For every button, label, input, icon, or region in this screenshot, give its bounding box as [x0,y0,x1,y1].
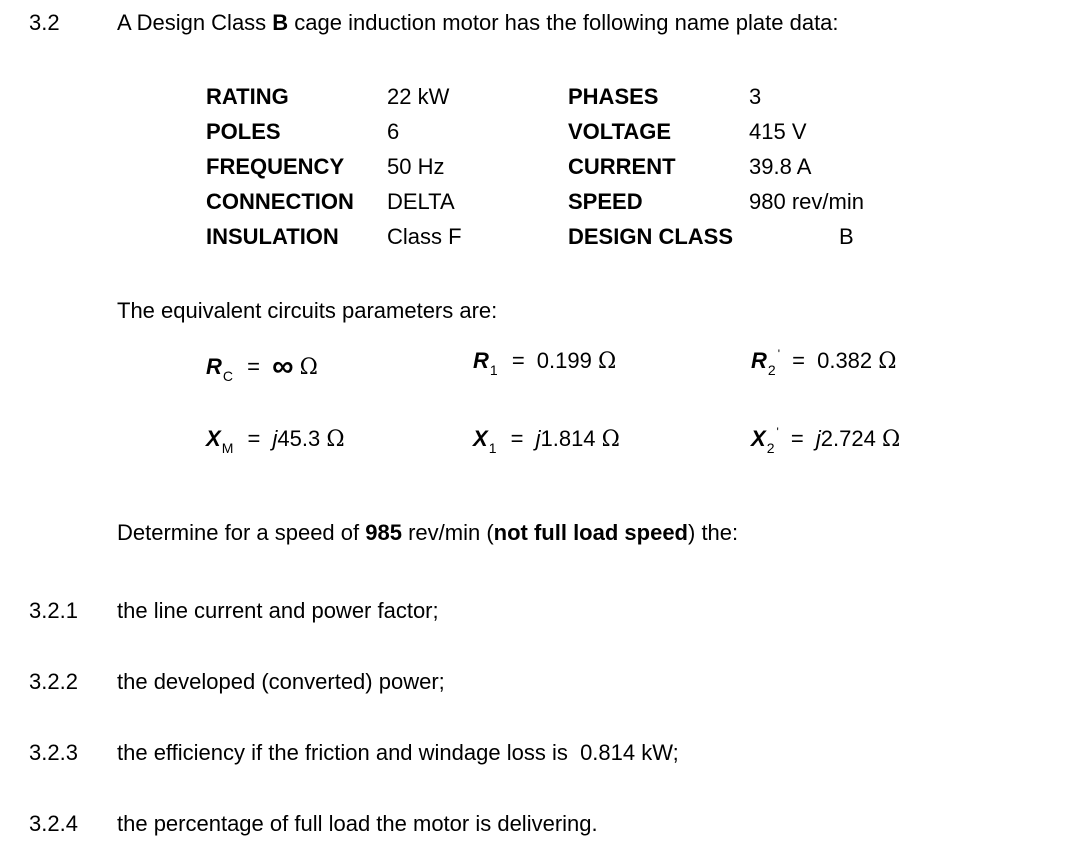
param-equals: = [247,354,260,379]
determine-before: Determine for a speed of [117,520,366,545]
ohm-unit: Ω [601,427,620,452]
nameplate-label: FREQUENCY [206,154,345,179]
param-equals: = [792,348,805,373]
nameplate-label: SPEED [568,189,643,214]
subquestion-text: the line current and power factor; [117,598,439,623]
nameplate-value: DELTA [387,189,455,214]
nameplate-label: RATING [206,84,289,109]
param-j: j [272,426,278,451]
question-number: 3.2 [29,10,60,35]
nameplate-value: 6 [387,119,400,144]
nameplate-value: 3 [749,84,762,109]
param-symbol: X [751,426,766,451]
param-value: 2.724 [820,426,876,451]
nameplate-value: 50 Hz [387,154,445,179]
param-symbol: R [751,348,767,373]
param-value: 0.382 [817,348,873,373]
params-intro: The equivalent circuits parameters are: [117,298,498,323]
nameplate-label: CONNECTION [206,189,354,214]
param-symbol: X [473,426,488,451]
param-j: j [535,426,541,451]
param-xm [206,426,345,456]
nameplate-value: B [839,224,854,249]
intro-text-after: cage induction motor has the following name plate data: [288,10,839,35]
nameplate-value: 22 kW [387,84,450,109]
param-j: j [815,426,821,451]
ohm-unit: Ω [597,349,617,374]
param-rc [206,350,318,384]
intro-text-before: A Design Class [117,10,273,35]
subquestion-number: 3.2.1 [29,598,78,623]
nameplate-label: POLES [206,119,281,144]
ohm-unit: Ω [299,355,318,380]
param-subscript: 2 [766,440,775,456]
subquestion-text: the developed (converted) power; [117,669,445,694]
param-r1 [473,348,617,378]
param-equals: = [510,426,524,451]
param-symbol: R [206,354,222,379]
nameplate-label: DESIGN CLASS [568,224,734,249]
subquestion-number: 3.2.4 [29,811,78,836]
nameplate-label: VOLTAGE [568,119,672,144]
nameplate-value: 980 rev/min [749,189,864,214]
param-prime: ' [776,425,779,439]
intro-design-class: B [272,10,289,35]
ohm-unit: Ω [878,349,897,374]
determine-middle: rev/min ( [401,520,494,545]
infinity-symbol: ∞ [272,350,294,383]
param-r2 [751,347,897,378]
nameplate-value: 39.8 A [749,154,812,179]
nameplate-label: CURRENT [568,154,676,179]
ohm-unit: Ω [326,427,345,452]
param-equals: = [247,426,261,451]
subquestion-text: the percentage of full load the motor is delivering. [117,811,598,836]
question-intro [117,12,839,34]
param-subscript: 1 [489,362,498,378]
determine-emphasis: not full load speed [493,520,688,545]
param-subscript: M [221,440,234,456]
ohm-unit: Ω [881,427,901,452]
nameplate-label: PHASES [568,84,659,109]
determine-speed: 985 [365,520,402,545]
nameplate-label: INSULATION [206,224,339,249]
param-prime: ' [777,347,780,361]
param-subscript: C [222,368,234,384]
nameplate-value: Class F [387,224,462,249]
subquestion-text: the efficiency if the friction and windage loss is 0.814 kW; [117,740,679,765]
determine-line [117,522,738,544]
param-x2 [751,425,901,456]
param-x1 [473,426,620,456]
determine-after: ) the: [688,520,739,545]
param-value: 0.199 [536,348,592,373]
nameplate-value: 415 V [749,119,807,144]
param-equals: = [511,348,525,373]
param-subscript: 2 [767,362,776,378]
param-symbol: X [206,426,221,451]
param-equals: = [790,426,804,451]
param-value: 45.3 [277,426,321,451]
subquestion-number: 3.2.2 [29,669,78,694]
param-symbol: R [473,348,489,373]
subquestion-number: 3.2.3 [29,740,78,765]
param-subscript: 1 [488,440,497,456]
param-value: 1.814 [540,426,596,451]
